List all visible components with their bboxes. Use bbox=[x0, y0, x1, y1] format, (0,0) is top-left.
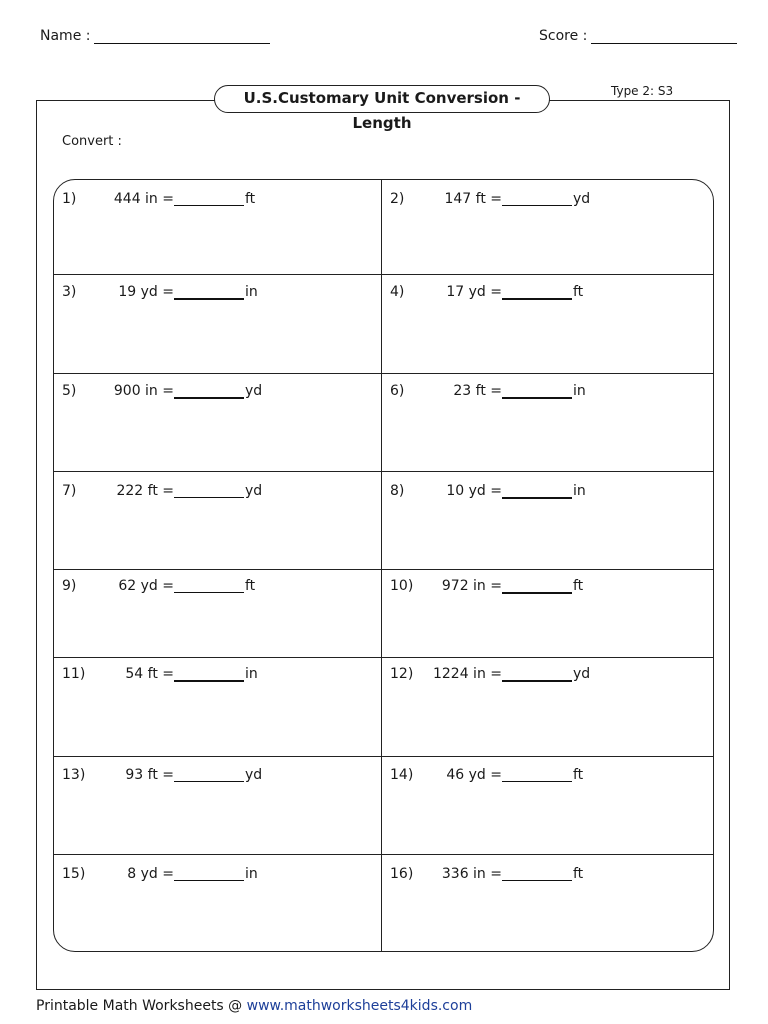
problem-number: 12) bbox=[390, 666, 414, 682]
problem-number: 13) bbox=[62, 767, 86, 783]
instruction-label: Convert : bbox=[62, 134, 122, 149]
answer-blank[interactable] bbox=[174, 205, 244, 206]
problem-expression: 444 in = bbox=[113, 191, 174, 207]
answer-blank[interactable] bbox=[502, 592, 572, 594]
answer-unit: ft bbox=[573, 284, 584, 300]
name-label: Name : bbox=[40, 28, 91, 44]
problem-expression: 19 yd = bbox=[118, 284, 174, 300]
answer-unit: in bbox=[245, 284, 258, 300]
problem-item bbox=[390, 666, 700, 686]
problem-expression: 62 yd = bbox=[118, 578, 174, 594]
answer-blank[interactable] bbox=[502, 298, 572, 300]
answer-unit: ft bbox=[573, 767, 584, 783]
problem-number: 16) bbox=[390, 866, 414, 882]
name-blank-line bbox=[94, 29, 270, 44]
footer bbox=[36, 998, 472, 1014]
answer-unit: ft bbox=[573, 866, 584, 882]
problem-number: 9) bbox=[62, 578, 77, 594]
answer-unit: yd bbox=[245, 767, 263, 783]
problem-number: 3) bbox=[62, 284, 77, 300]
problem-item bbox=[390, 383, 700, 403]
answer-unit: ft bbox=[245, 191, 256, 207]
answer-unit: yd bbox=[245, 383, 263, 399]
answer-unit: ft bbox=[573, 578, 584, 594]
problem-expression: 147 ft = bbox=[444, 191, 502, 207]
problem-number: 1) bbox=[62, 191, 77, 207]
problem-expression: 336 in = bbox=[441, 866, 502, 882]
problem-item bbox=[390, 191, 700, 211]
answer-unit: in bbox=[573, 483, 586, 499]
type-label: Type 2: S3 bbox=[611, 84, 674, 98]
problem-expression: 222 ft = bbox=[116, 483, 174, 499]
answer-unit: yd bbox=[573, 666, 591, 682]
problem-item bbox=[62, 383, 372, 403]
answer-blank[interactable] bbox=[174, 298, 244, 300]
grid-row-divider bbox=[54, 471, 713, 472]
answer-unit: yd bbox=[245, 483, 263, 499]
grid-row-divider bbox=[54, 854, 713, 855]
problem-expression: 46 yd = bbox=[446, 767, 502, 783]
problem-expression: 8 yd = bbox=[127, 866, 174, 882]
answer-blank[interactable] bbox=[502, 497, 572, 499]
problem-expression: 972 in = bbox=[441, 578, 502, 594]
problem-item bbox=[62, 483, 372, 503]
worksheet-title: U.S.Customary Unit Conversion - Length bbox=[214, 85, 550, 113]
score-field bbox=[539, 28, 737, 44]
problem-number: 11) bbox=[62, 666, 86, 682]
answer-unit: in bbox=[245, 666, 258, 682]
problem-number: 6) bbox=[390, 383, 405, 399]
problem-item bbox=[62, 284, 372, 304]
answer-blank[interactable] bbox=[174, 497, 244, 498]
answer-blank[interactable] bbox=[502, 880, 572, 881]
answer-blank[interactable] bbox=[502, 680, 572, 682]
footer-prefix: Printable Math Worksheets @ bbox=[36, 998, 247, 1014]
answer-unit: ft bbox=[245, 578, 256, 594]
problem-expression: 23 ft = bbox=[453, 383, 502, 399]
answer-blank[interactable] bbox=[502, 397, 572, 399]
answer-blank[interactable] bbox=[174, 592, 244, 593]
problem-number: 4) bbox=[390, 284, 405, 300]
problem-expression: 1224 in = bbox=[432, 666, 502, 682]
grid-row-divider bbox=[54, 274, 713, 275]
grid-row-divider bbox=[54, 657, 713, 658]
grid-row-divider bbox=[54, 569, 713, 570]
problem-item bbox=[62, 767, 372, 787]
score-label: Score : bbox=[539, 28, 588, 44]
score-blank-line bbox=[591, 29, 737, 44]
problem-item bbox=[62, 191, 372, 211]
problem-number: 15) bbox=[62, 866, 86, 882]
problem-number: 2) bbox=[390, 191, 405, 207]
answer-blank[interactable] bbox=[174, 680, 244, 682]
answer-unit: in bbox=[245, 866, 258, 882]
problem-number: 5) bbox=[62, 383, 77, 399]
name-field bbox=[40, 28, 270, 44]
problem-item bbox=[62, 866, 372, 886]
problem-number: 14) bbox=[390, 767, 414, 783]
problem-item bbox=[62, 666, 372, 686]
problem-item bbox=[390, 578, 700, 598]
problem-expression: 93 ft = bbox=[125, 767, 174, 783]
problem-item bbox=[390, 866, 700, 886]
problem-expression: 17 yd = bbox=[446, 284, 502, 300]
grid-row-divider bbox=[54, 756, 713, 757]
problem-expression: 54 ft = bbox=[125, 666, 174, 682]
answer-blank[interactable] bbox=[502, 781, 572, 782]
answer-blank[interactable] bbox=[174, 781, 244, 782]
answer-blank[interactable] bbox=[174, 397, 244, 399]
grid-row-divider bbox=[54, 373, 713, 374]
answer-blank[interactable] bbox=[502, 205, 572, 206]
problem-expression: 10 yd = bbox=[446, 483, 502, 499]
problem-expression: 900 in = bbox=[113, 383, 174, 399]
answer-blank[interactable] bbox=[174, 880, 244, 881]
problem-number: 8) bbox=[390, 483, 405, 499]
answer-unit: yd bbox=[573, 191, 591, 207]
problem-item bbox=[62, 578, 372, 598]
problem-number: 7) bbox=[62, 483, 77, 499]
problem-number: 10) bbox=[390, 578, 414, 594]
problem-item bbox=[390, 483, 700, 503]
problem-item bbox=[390, 767, 700, 787]
answer-unit: in bbox=[573, 383, 586, 399]
footer-link[interactable]: www.mathworksheets4kids.com bbox=[246, 998, 473, 1014]
problem-item bbox=[390, 284, 700, 304]
